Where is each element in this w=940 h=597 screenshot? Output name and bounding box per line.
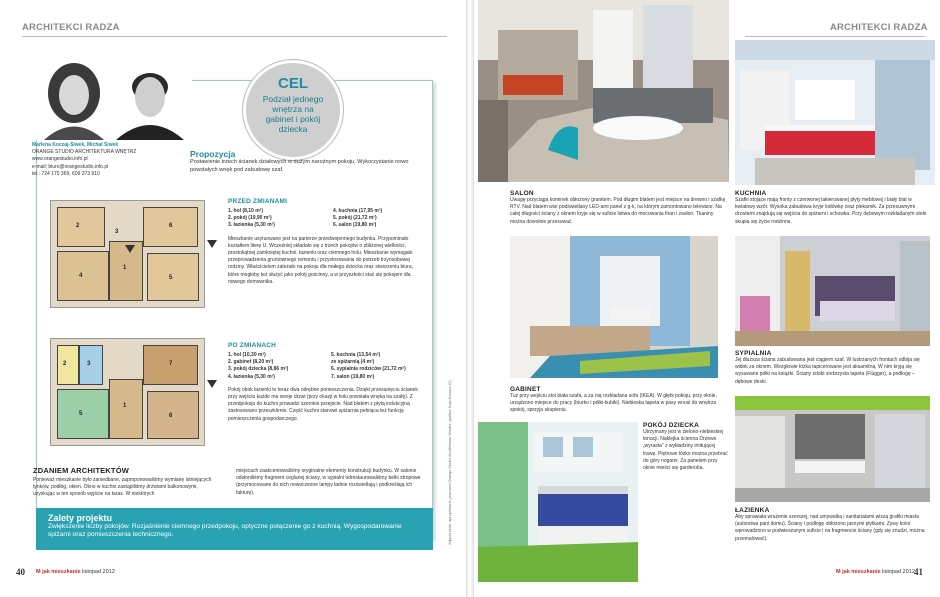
room-item: 6. salon (19,80 m²) bbox=[333, 222, 377, 229]
photo-sypialnia bbox=[735, 236, 930, 346]
arrow-down-icon bbox=[207, 375, 217, 383]
photo-pokoj-dziecka bbox=[478, 422, 638, 582]
caption-text: Tuż przy wejściu stoi biała szafa, a za nią rozkładana sofa (IKEA). W głębi pokoju, przy oknie, urządzono miejsce do pracy (biurko i półki-kubiki). Niebieska tapeta w pasy wnosi do wnętrza spokój, sprzyja skupieniu. bbox=[510, 393, 717, 414]
caption-text: Uwagę przyciąga kominek obłożony granitem. Pod długim blatem jest miejsce na drewno i szafkę RTV. Nad blatem wisi podświetlany LED-ami panel z g-k, na którym zamontowano telewizor. Na całej długości ściany z oknem kryje się w suficie listwa do mocowania firan i zasłon. Tkaniny można dowolnie przesuwać. bbox=[510, 197, 726, 225]
caption-text: Jej dłuższa ściana zabudowana jest ciągiem szaf. W lustrzanych frontach odbija się widok za oknem. Wezgłowie łóżka tapicerowane jest aksamitną. W nim kryją się wysuwane półki na książki. Ściany zdobi srebrzysta tapeta (Flügger), a podłogę – dębowe deski. bbox=[735, 357, 920, 385]
caption-title: SYPIALNIA bbox=[735, 350, 772, 357]
cel-text: Podział jednego wnętrza na gabinet i pokój dziecka bbox=[262, 94, 324, 134]
before-title: PRZED ZMIANAMI bbox=[228, 198, 288, 205]
room-item: ze spiżarnią (4 m²) bbox=[331, 359, 375, 366]
floor-plan-before: 2 1 6 4 5 3 bbox=[50, 200, 205, 308]
after-section bbox=[228, 342, 438, 423]
room-item: 3. pokój dziecka (8,86 m²) bbox=[228, 366, 289, 373]
authors-block bbox=[32, 142, 197, 178]
studio-web[interactable]: www.orangestudio.info.pl bbox=[32, 156, 88, 163]
advantages-text: Zwiększenie liczby pokojów. Rozjaśnienie ciemnego przedpokoju, optyczne połączenie go z kuchnią. Wygospodarowanie spiżarni oraz pomieszczenia technicznego. bbox=[48, 523, 402, 539]
photo-salon bbox=[478, 0, 729, 182]
photo-credit: Zdjęcia bloki: aproprietarki; pracowni Orange Studio Architektura Wnętrz; grafika: Kaja Kowacz (2) bbox=[448, 380, 452, 545]
proposal-text: Postawienie trzech ścianek działowych w dużym narożnym pokoju. Wykorzystanie nowo powstałych wnęk pod zabudowę szaf. bbox=[190, 159, 409, 173]
divider bbox=[22, 36, 447, 37]
caption-lazienka bbox=[735, 507, 930, 543]
room-item: 5. kuchnia (13,54 m²) bbox=[331, 352, 381, 358]
studio-email[interactable]: e-mail: biuro@orangestudio.info.pl bbox=[32, 163, 109, 170]
architects-opinion bbox=[33, 466, 433, 499]
caption-title: ŁAZIENKA bbox=[735, 507, 770, 514]
after-rooms-col2 bbox=[331, 352, 406, 381]
photo-gabinet bbox=[510, 236, 718, 378]
advantages-title: Zalety projektu bbox=[48, 513, 113, 523]
opinion-col1: Ponieważ mieszkanie było zaniedbane, zaproponowaliśmy wymianę istniejących tynków, podłóg, okien. Okno w kuchni zastąpiliśmy drzwiami balkonowymi, uzyskując w ten sposób wyjście na taras. W niektórych bbox=[33, 477, 212, 498]
floor-plan-after: 2 3 1 7 5 6 bbox=[50, 338, 205, 446]
studio-name: ORANGE STUDIO ARCHITEKTURA WNĘTRZ bbox=[32, 149, 137, 156]
arrow-down-icon bbox=[125, 240, 135, 248]
caption-kuchnia bbox=[735, 190, 930, 226]
cel-title: CEL bbox=[278, 75, 308, 92]
caption-sypialnia bbox=[735, 350, 930, 386]
room-item: 4. kuchnia (17,95 m²) bbox=[333, 208, 383, 214]
section-header-right: ARCHITEKCI RADZA bbox=[830, 22, 928, 33]
caption-pokoj-dziecka bbox=[643, 422, 728, 472]
cel-badge bbox=[243, 60, 343, 160]
after-title: PO ZMIANACH bbox=[228, 342, 277, 349]
caption-salon bbox=[510, 190, 728, 226]
page-gutter bbox=[466, 0, 474, 597]
footer-right bbox=[836, 569, 915, 575]
room-item: 4. łazienka (5,30 m²) bbox=[228, 373, 275, 380]
before-rooms-col1 bbox=[228, 208, 323, 230]
section-header-left: ARCHITEKCI RADZA bbox=[22, 22, 120, 33]
caption-title: GABINET bbox=[510, 386, 541, 393]
after-rooms-col1 bbox=[228, 352, 323, 381]
footer-brand: M jak mieszkanie bbox=[36, 569, 81, 575]
room-item: 6. sypialnia rodziców (21,72 m²) bbox=[331, 366, 406, 373]
footer-date: listopad 2012 bbox=[82, 569, 115, 575]
footer-date: listopad 2012 bbox=[882, 569, 915, 575]
before-text: Mieszkanie usytuowane jest na parterze przedwojennego budynku. Przypominało kształtem literę U. Wcześniej składało się z trzech pokojów o zbliżonej wielkości, prostokątnej zamkniętej kuchni, łazienki oraz ciemnego holu. Mieszkanie wymagało przeprowadzenia gruntownego remontu i przystosowania do potrzeb trzyosobowej rodziny. Właścicielom zależało na pokoju dla małego dziecka oraz stworzeniu biura, które mogłoby też służyć jako pokój gościnny, a w przyszłości stać się pokojem dla nowego domownika. bbox=[228, 235, 413, 285]
room-item: 3. łazienka (5,30 m²) bbox=[228, 222, 275, 229]
proposal-title: Propozycja bbox=[190, 149, 236, 159]
studio-phone: tel.: 724 170 369, 609 373 910 bbox=[32, 170, 100, 177]
author-portraits bbox=[32, 55, 192, 140]
footer-brand: M jak mieszkanie bbox=[836, 569, 881, 575]
room-item: 5. pokój (21,72 m²) bbox=[333, 215, 377, 222]
caption-text: Szafki stojące mają fronty z czerwonej lakierowanej płyty meblowej i biały blat w kwiatowy wzór. Wysoka zabudowa kryje lodówkę oraz piekarnik. Za przesuwnymi drzwiami znajdują się wejścia do spiżarni i schowka. Przy dębowym rozkładanym stole skupia się życie rodzinne. bbox=[735, 197, 927, 225]
caption-title: POKÓJ DZIECKA bbox=[643, 422, 700, 429]
arrow-down-icon bbox=[207, 235, 217, 243]
caption-gabinet bbox=[510, 386, 720, 415]
before-section bbox=[228, 198, 428, 286]
page-number-left: 40 bbox=[16, 567, 25, 577]
proposal-block bbox=[190, 149, 430, 175]
photo-kuchnia bbox=[735, 40, 935, 185]
page-number-right: 41 bbox=[914, 567, 923, 577]
room-item: 1. hol (10,30 m²) bbox=[228, 352, 266, 358]
caption-title: SALON bbox=[510, 190, 534, 197]
room-item: 7. salon (19,80 m²) bbox=[331, 373, 375, 380]
opinion-title: ZDANIEM ARCHITEKTÓW bbox=[33, 466, 130, 475]
caption-text: Utrzymany jest w zielono-niebieskiej tonacji. Naklejka ścienna Drzewo „wyrasta” z wykładziny imitującej trawę. Piętrowe łóżko można przebrać do góry nogami. Za panelem przy oknie mieści się garderoba. bbox=[643, 429, 728, 472]
room-item: 2. gabinet (8,20 m²) bbox=[228, 359, 274, 366]
author-names: Marlena Koczaj-Siwek, Michał Siwek bbox=[32, 142, 119, 148]
footer-left bbox=[36, 569, 115, 575]
photo-lazienka bbox=[735, 396, 930, 502]
before-rooms-col2 bbox=[333, 208, 382, 230]
advantages-box bbox=[36, 508, 433, 550]
divider bbox=[745, 36, 925, 37]
room-item: 2. pokój (19,90 m²) bbox=[228, 215, 272, 222]
caption-title: KUCHNIA bbox=[735, 190, 767, 197]
room-item: 1. hol (8,10 m²) bbox=[228, 208, 264, 214]
caption-text: Aby sprawiała wrażenie szerszej, nad umywalką i sanitariatami wiszą grafiki miasta (autorstwa pani domu). Ściany i podłogę obłożono jasnymi płytkami. Zywy kolor wprowadzono w podwieszanym suficie i na fragmencie ściany (gdy się znudzi, można przemalować). bbox=[735, 514, 925, 542]
after-text: Pokój obok łazienki to teraz dwa odrębne pomieszczenia. Dzięki przesunięciu ścianek przy wejściu każde ma swoje drzwi (przy okazji w holu powstała wnęka na szafę). Z przedpokoju do kuchni prowadzi szerokie przejście. Nad blatem z płytą indukcyjną zastosowano przeszklenie. Część kuchni stanowi spiżarnia pełniąca też funkcję pomieszczenia gospodarczego. bbox=[228, 386, 418, 422]
opinion-col2: miejscach zaakcentowaliśmy oryginalne elementy konstrukcji budynku. W salonie odsłoniliśmy fragment ceglanej ściany, w sypialni odrestaurowaliśmy belki stropowe (przymocowane do nich nowoczesne lampy ładnie rozświetlają i podkreślają ich fakturę). bbox=[236, 468, 421, 496]
